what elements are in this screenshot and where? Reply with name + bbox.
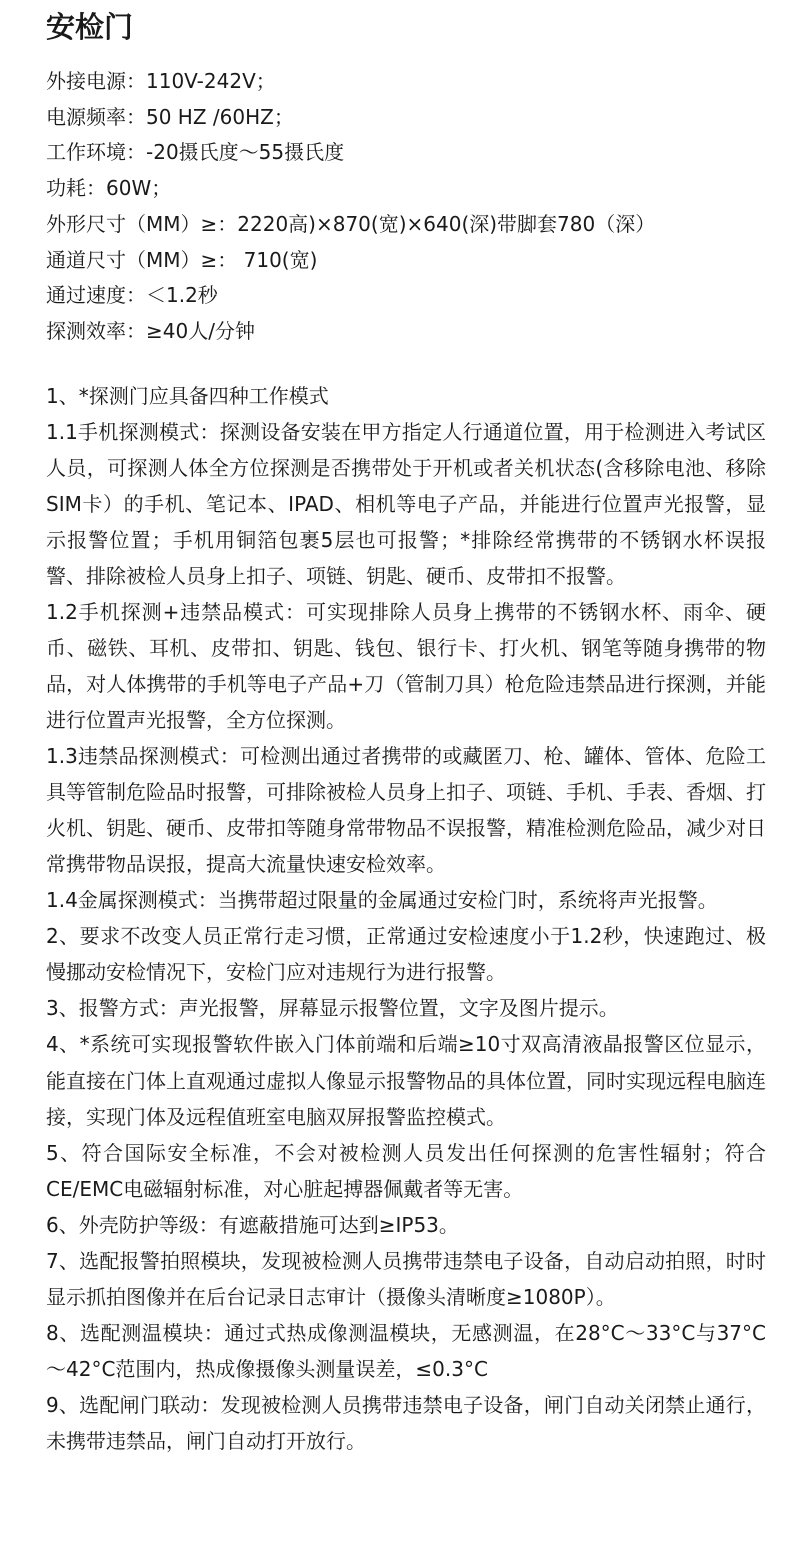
spec-list — [46, 64, 766, 350]
requirements-body — [46, 378, 766, 1459]
document-page — [46, 0, 766, 1459]
paragraph-5-safety-standard: 5、符合国际安全标准，不会对被检测人员发出任何探测的危害性辐射；符合CE/EMC电磁辐射标准，对心脏起搏器佩戴者等无害。 — [46, 1140, 766, 1201]
section-gap — [46, 350, 766, 378]
paragraph-1-4-metal-mode: 1.4金属探测模式：当携带超过限量的金属通过安检门时，系统将声光报警。 — [46, 888, 718, 913]
spec-dimensions: 外形尺寸（MM）≥：2220高)×870(宽)×640(深)带脚套780（深） — [46, 211, 656, 236]
paragraph-6-protection-level: 6、外壳防护等级：有遮蔽措施可达到≥IP53。 — [46, 1212, 459, 1237]
spec-environment: 工作环境：-20摄氏度～55摄氏度 — [46, 140, 345, 165]
spec-power-consumption: 功耗：60W； — [46, 176, 172, 201]
paragraph-8-temperature-module: 8、选配测温模块：通过式热成像测温模块，无感测温，在28°C～33°C与37°C～42°C范围内，热成像摄像头测量误差，≤0.3°C — [46, 1320, 766, 1381]
paragraph-4-display: 4、*系统可实现报警软件嵌入门体前端和后端≥10寸双高清液晶报警区位显示，能直接在门体上直观通过虚拟人像显示报警物品的具体位置，同时实现远程电脑连接，实现门体及远程值班室电脑双屏报警监控模式。 — [46, 1032, 766, 1129]
paragraph-1-1-phone-mode: 1.1手机探测模式：探测设备安装在甲方指定人行通道位置，用于检测进入考试区人员，可探测人体全方位探测是否携带处于开机或者关机状态(含移除电池、移除SIM卡）的手机、笔记本、IPAD、相机等电子产品，并能进行位置声光报警，显示报警位置；手机用铜箔包裹5层也可报警；*排除经常携带的不锈钢水杯误报警、排除被检人员身上扣子、项链、钥匙、硬币、皮带扣不报警。 — [46, 419, 766, 588]
spec-channel-size: 通道尺寸（MM）≥： 710(宽) — [46, 247, 318, 272]
paragraph-1-3-contraband-mode: 1.3违禁品探测模式：可检测出通过者携带的或藏匿刀、枪、罐体、管体、危险工具等管制危险品时报警，可排除被检人员身上扣子、项链、手机、手表、香烟、打火机、钥匙、硬币、皮带扣等随身常带物品不误报警，精准检测危险品，减少对日常携带物品误报，提高大流量快速安检效率。 — [46, 744, 766, 877]
paragraph-3-alarm-method: 3、报警方式：声光报警，屏幕显示报警位置，文字及图片提示。 — [46, 996, 619, 1021]
paragraph-2-walking-habit: 2、要求不改变人员正常行走习惯，正常通过安检速度小于1.2秒，快速跑过、极慢挪动安检情况下，安检门应对违规行为进行报警。 — [46, 924, 766, 985]
paragraph-7-camera-module: 7、选配报警拍照模块，发现被检测人员携带违禁电子设备，自动启动拍照，时时显示抓拍图像并在后台记录日志审计（摄像头清晰度≥1080P）。 — [46, 1248, 766, 1309]
spec-pass-speed: 通过速度：＜1.2秒 — [46, 283, 218, 308]
spec-detection-rate: 探测效率：≥40人/分钟 — [46, 318, 255, 343]
page-title: 安检门 — [46, 10, 134, 44]
paragraph-1-2-phone-contraband-mode: 1.2手机探测+违禁品模式：可实现排除人员身上携带的不锈钢水杯、雨伞、硬币、磁铁、耳机、皮带扣、钥匙、钱包、银行卡、打火机、钢笔等随身携带的物品，对人体携带的手机等电子产品+刀（管制刀具）枪危险违禁品进行探测，并能进行位置声光报警，全方位探测。 — [46, 599, 766, 733]
paragraph-1-modes-heading: 1、*探测门应具备四种工作模式 — [46, 383, 329, 408]
spec-power-supply: 外接电源：110V-242V； — [46, 69, 276, 93]
spec-frequency: 电源频率：50 HZ /60HZ； — [46, 104, 294, 129]
paragraph-9-gate-linkage: 9、选配闸门联动：发现被检测人员携带违禁电子设备，闸门自动关闭禁止通行，未携带违禁品，闸门自动打开放行。 — [46, 1392, 766, 1453]
